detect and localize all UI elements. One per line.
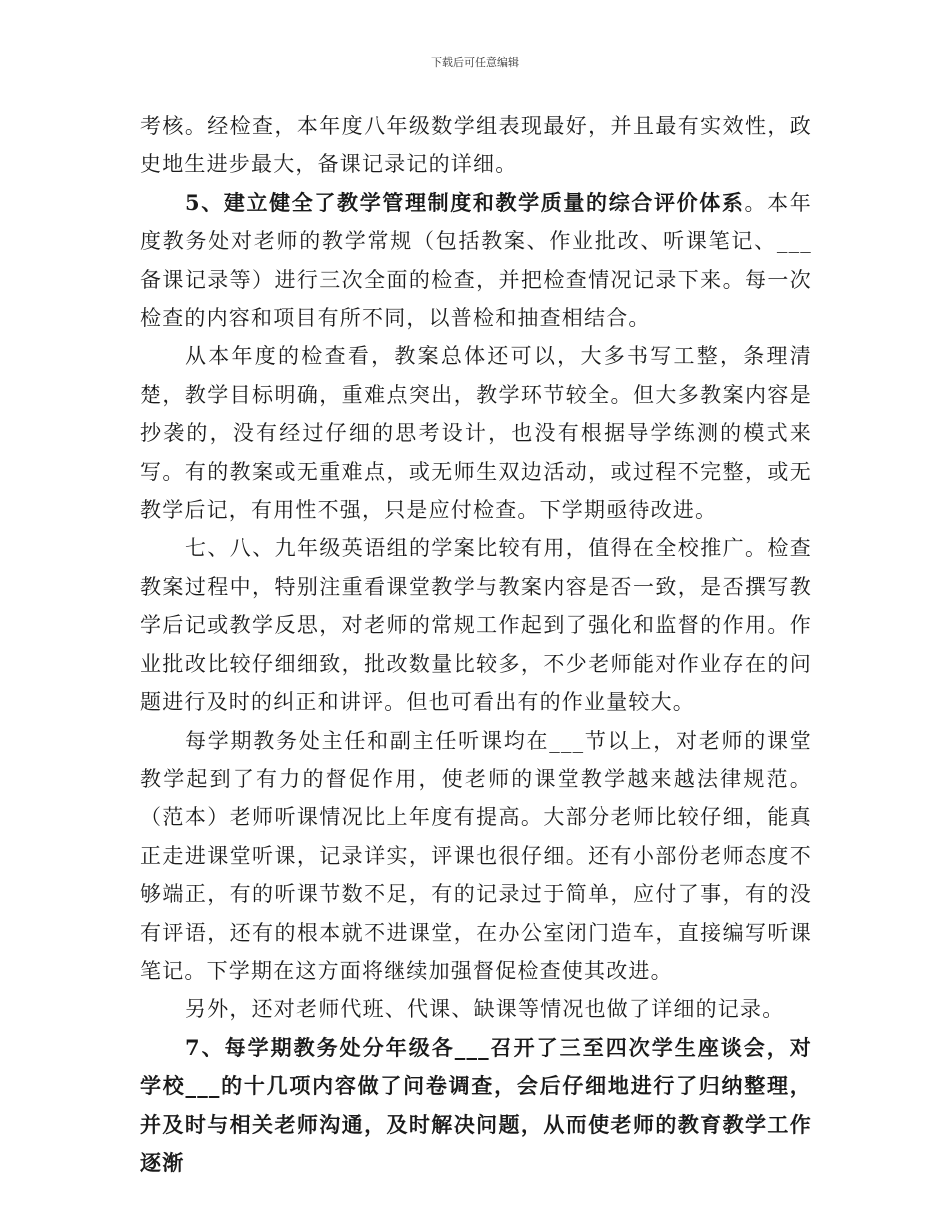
- paragraph-text: 每学期教务处主任和副主任听课均在___节以上，对老师的课堂教学起到了有力的督促作用，使老师的课堂教学越来越法律规范。（范本）老师听课情况比上年度有提高。大部分老师比较仔细，能真正走进课堂听课，记录详实，评课也很仔细。还有小部份老师态度不够端正，有的听课节数不足，有的记录过于简单，应付了事，有的没有评语，还有的根本就不进课堂，在办公室闭门造车，直接编写听课笔记。下学期在这方面将继续加强督促检查使其改进。: [140, 728, 812, 983]
- paragraph-text: 七、八、九年级英语组的学案比较有用，值得在全校推广。检查教案过程中，特别注重看课堂教学与教案内容是否一致，是否撰写教学后记或教学反思，对老师的常规工作起到了强化和监督的作用。作业批改比较仔细细致，批改数量比较多，不少老师能对作业存在的问题进行及时的纠正和讲评。但也可看出有的作业量较大。: [140, 536, 812, 715]
- document-body: [140, 107, 812, 1182]
- paragraph-1: [140, 107, 812, 184]
- paragraph-7: [140, 1029, 812, 1183]
- paragraph-text: 。本年度教务处对老师的教学常规（包括教案、作业批改、听课笔记、___备课记录等）进行三次全面的检查，并把检查情况记录下来。每一次检查的内容和项目有所不同，以普检和抽查相结合。: [140, 190, 812, 331]
- paragraph-bold-lead: 7、每学期教务处分年级各___召开了三至四次学生座谈会，对学校___的十几项内容做了问卷调查，会后仔细地进行了归纳整理，并及时与相关老师沟通，及时解决问题，从而使老师的教育教学工作逐渐: [140, 1034, 812, 1175]
- page-header: 下载后可任意编辑: [431, 56, 519, 69]
- paragraph-5: [140, 722, 812, 991]
- paragraph-3: [140, 337, 812, 529]
- paragraph-text: 从本年度的检查看，教案总体还可以，大多书写工整，条理清楚，教学目标明确，重难点突出，教学环节较全。但大多教案内容是抄袭的，没有经过仔细的思考设计，也没有根据导学练测的模式来写。有的教案或无重难点，或无师生双边活动，或过程不完整，或无教学后记，有用性不强，只是应付检查。下学期亟待改进。: [140, 344, 812, 523]
- paragraph-2: [140, 184, 812, 338]
- paragraph-text: 另外，还对老师代班、代课、缺课等情况也做了详细的记录。: [185, 997, 785, 1022]
- paragraph-6: [140, 990, 812, 1028]
- paragraph-4: [140, 529, 812, 721]
- paragraph-bold-lead: 5、建立健全了教学管理制度和教学质量的综合评价体系: [185, 189, 745, 215]
- paragraph-text: 考核。经检查，本年度八年级数学组表现最好，并且最有实效性，政史地生进步最大，备课记录记的详细。: [140, 114, 812, 177]
